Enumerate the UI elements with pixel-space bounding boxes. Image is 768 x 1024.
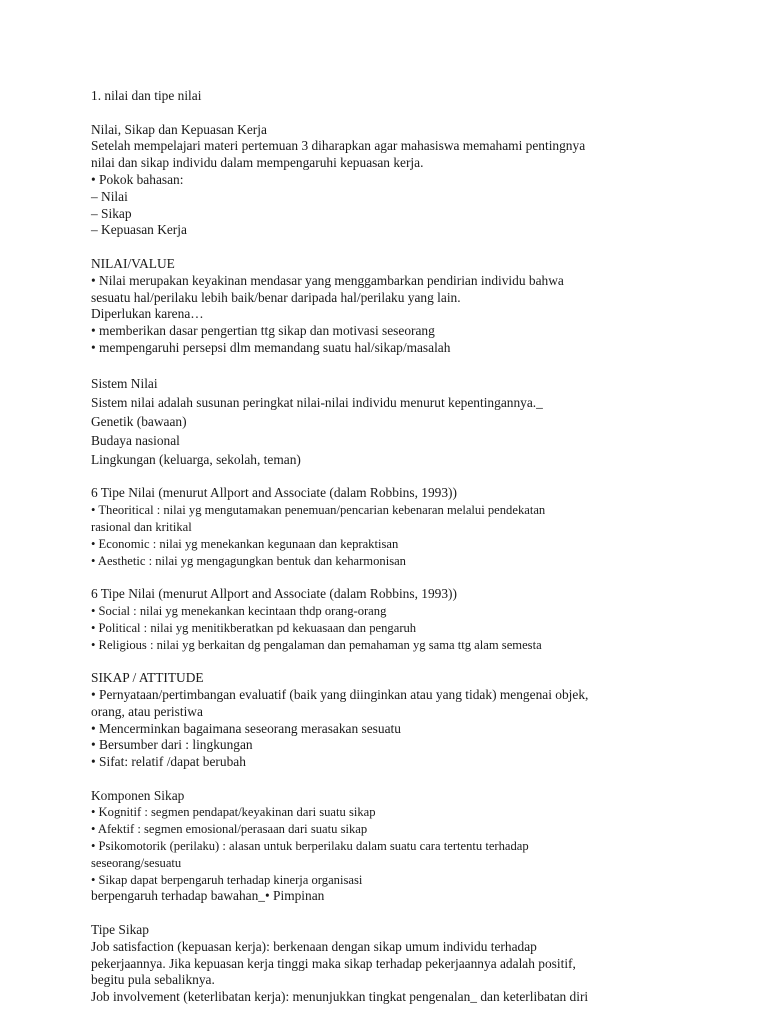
text-line: Budaya nasional (91, 432, 180, 448)
paragraph-gap (91, 105, 671, 122)
section-heading: 6 Tipe Nilai (menurut Allport and Associate (dalam Robbins, 1993)) (91, 485, 457, 501)
section-heading: Komponen Sikap (91, 787, 185, 803)
paragraph-gap (91, 653, 671, 670)
bullet-line: • Pernyataan/pertimbangan evaluatif (baik yang diinginkan atau yang tidak) mengenai objek, (91, 686, 589, 702)
bullet-line: • Bersumber dari : lingkungan (91, 737, 253, 753)
paragraph-gap (91, 771, 671, 788)
text-line: sesuatu hal/perilaku lebih baik/benar daripada hal/perilaku yang lain. (91, 289, 461, 305)
list-item: – Nilai (91, 188, 128, 204)
section-heading: NILAI/VALUE (91, 255, 175, 271)
bullet-line: • Theoritical : nilai yg mengutamakan penemuan/pencarian kebenaran melalui pendekatan (91, 503, 546, 518)
text-line: begitu pula sebaliknya. (91, 972, 215, 988)
bullet-line: • mempengaruhi persepsi dlm memandang suatu hal/sikap/masalah (91, 339, 451, 355)
bullet-line: • Political : nilai yg menitikberatkan pd kekuasaan dan pengaruh (91, 620, 417, 635)
section-heading: 1. nilai dan tipe nilai (91, 88, 202, 103)
section-heading: Nilai, Sikap dan Kepuasan Kerja (91, 121, 267, 137)
bullet-line: • Mencerminkan bagaimana seseorang merasakan sesuatu (91, 720, 401, 736)
bullet-line: • Sikap dapat berpengaruh terhadap kinerja organisasi (91, 872, 363, 887)
list-item: – Sikap (91, 205, 132, 221)
paragraph-gap (91, 905, 671, 922)
paragraph-gap (91, 357, 671, 374)
text-line: Sistem nilai adalah susunan peringkat nilai-nilai individu menurut kepentingannya._ (91, 394, 543, 410)
bullet-line: • Economic : nilai yg menekankan kegunaan dan kepraktisan (91, 536, 399, 551)
bullet-line: • Nilai merupakan keyakinan mendasar yang menggambarkan pendirian individu bahwa (91, 272, 564, 288)
bullet-line: • Religious : nilai yg berkaitan dg pengalaman dan pemahaman yg sama ttg alam semesta (91, 637, 542, 652)
text-line: pekerjaannya. Jika kepuasan kerja tinggi maka sikap terhadap pekerjaannya adalah positif, (91, 955, 576, 971)
bullet-line: • Afektif : segmen emosional/perasaan dari suatu sikap (91, 822, 368, 837)
document-page (91, 88, 671, 1006)
text-line: Genetik (bawaan) (91, 413, 187, 429)
paragraph-gap (91, 569, 671, 586)
bullet-line: • Social : nilai yg menekankan kecintaan thdp orang-orang (91, 603, 387, 618)
section-heading: Tipe Sikap (91, 922, 149, 938)
section-heading: 6 Tipe Nilai (menurut Allport and Associate (dalam Robbins, 1993)) (91, 586, 457, 602)
paragraph-gap (91, 469, 671, 486)
text-line: Lingkungan (keluarga, sekolah, teman) (91, 451, 301, 467)
text-line: orang, atau peristiwa (91, 703, 203, 719)
text-line: Job satisfaction (kepuasan kerja): berkenaan dengan sikap umum individu terhadap (91, 938, 537, 954)
list-item: – Kepuasan Kerja (91, 222, 187, 238)
text-line: Setelah mempelajari materi pertemuan 3 diharapkan agar mahasiswa memahami pentingnya (91, 138, 586, 154)
section-heading: Sistem Nilai (91, 375, 158, 391)
paragraph-gap (91, 239, 671, 256)
text-line: seseorang/sesuatu (91, 855, 182, 870)
text-line: rasional dan kritikal (91, 519, 192, 534)
section-heading: SIKAP / ATTITUDE (91, 670, 204, 686)
bullet-line: • memberikan dasar pengertian ttg sikap dan motivasi seseorang (91, 323, 435, 339)
text-line: Job involvement (keterlibatan kerja): menunjukkan tingkat pengenalan_ dan keterlibatan diri (91, 989, 589, 1005)
bullet-line: • Aesthetic : nilai yg mengagungkan bentuk dan keharmonisan (91, 553, 406, 568)
text-line: berpengaruh terhadap bawahan_• Pimpinan (91, 888, 325, 904)
text-line: Diperlukan karena… (91, 306, 204, 322)
bullet-line: • Pokok bahasan: (91, 171, 184, 187)
bullet-line: • Kognitif : segmen pendapat/keyakinan dari suatu sikap (91, 805, 376, 820)
text-line: nilai dan sikap individu dalam mempengaruhi kepuasan kerja. (91, 155, 424, 171)
bullet-line: • Psikomotorik (perilaku) : alasan untuk berperilaku dalam suatu cara tertentu terhadap (91, 839, 529, 854)
bullet-line: • Sifat: relatif /dapat berubah (91, 754, 246, 770)
